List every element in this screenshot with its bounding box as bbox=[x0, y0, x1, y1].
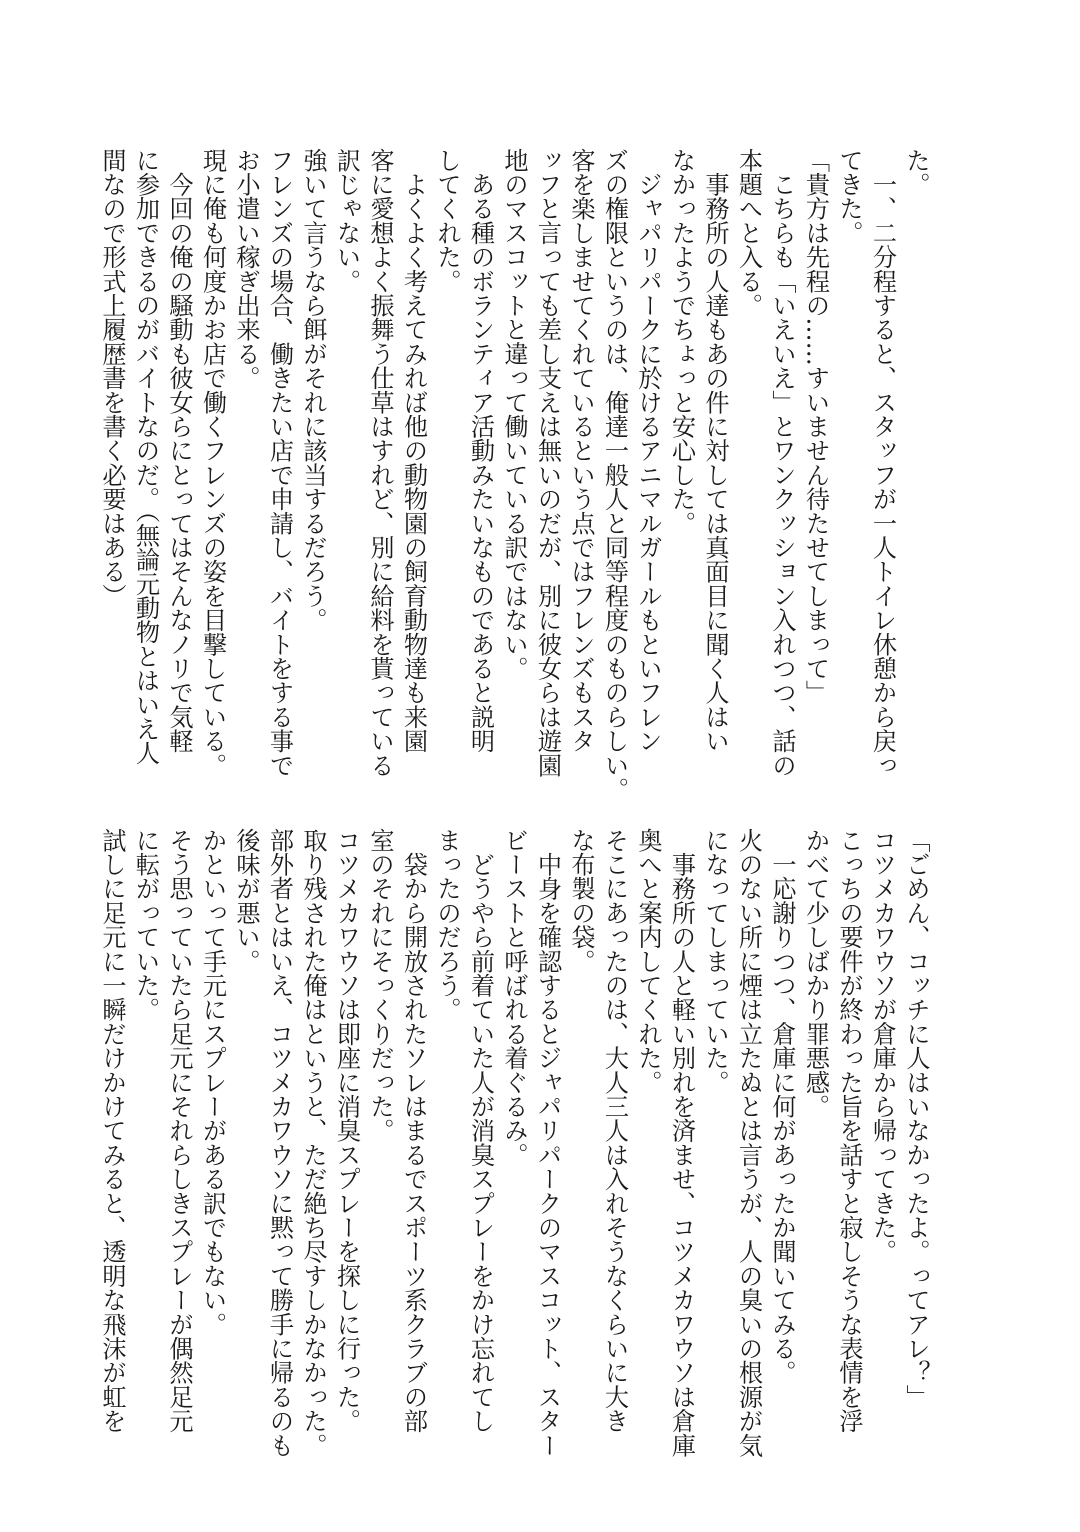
text-line: 「ごめん、コッチに人はいなかったよ。ってアレ？」 bbox=[902, 828, 930, 1409]
text-line: ッフと言っても差し支えは無いのだが、別に彼女らは遊園 bbox=[533, 148, 562, 778]
text-line: 部外者とはいえ、コツメカワウソに黙って勝手に帰るのも bbox=[265, 828, 294, 1458]
text-line: 一応謝りつつ、倉庫に何があったか聞いてみる。 bbox=[768, 828, 796, 1385]
text-line: 中身を確認するとジャパリパークのマスコット、スター bbox=[533, 828, 562, 1458]
text-line: 火のない所に煙は立たぬとは言うが、人の臭いの根源が気 bbox=[734, 828, 763, 1458]
text-line: てきた。 bbox=[835, 148, 863, 245]
text-block-top bbox=[92, 148, 932, 802]
text-line: お小遣い稼ぎ出来る。 bbox=[232, 148, 260, 390]
text-line: 試しに足元に一瞬だけかけてみると、透明な飛沫が虹を bbox=[98, 828, 126, 1433]
text-line: 室のそれにそっくりだった。 bbox=[366, 828, 394, 1143]
text-line: 「貴方は先程の……すいません待たせてしまって」 bbox=[801, 148, 830, 705]
text-line: 事務所の人達もあの件に対しては真面目に聞く人はい bbox=[701, 148, 729, 753]
text-line: コツメカワウソが倉庫から帰ってきた。 bbox=[868, 828, 897, 1264]
text-line: ズの権限というのは、俺達一般人と同等程度のものらしい。 bbox=[600, 148, 629, 802]
text-line: よくよく考えてみれば他の動物園の飼育動物達も来園 bbox=[399, 148, 428, 753]
text-line: ある種のボランティア活動みたいなものであると説明 bbox=[466, 148, 495, 753]
text-line: 奥へと案内してくれた。 bbox=[634, 828, 662, 1095]
text-line: そう思っていたら足元にそれらしきスプレーが偶然足元 bbox=[165, 828, 193, 1433]
text-line: かべて少しばかり罪悪感。 bbox=[801, 828, 830, 1119]
text-line: こちらも「いえいえ」とワンクッション入れつつ、話の bbox=[768, 148, 796, 778]
text-line: 地のマスコットと違って働いている訳ではない。 bbox=[500, 148, 528, 681]
text-block-bottom bbox=[92, 828, 932, 1458]
text-line: 今回の俺の騒動も彼女らにとってはそんなノリで気軽 bbox=[165, 148, 193, 753]
text-line: 本題へと入る。 bbox=[734, 148, 763, 318]
text-line: な布製の袋。 bbox=[567, 828, 595, 974]
text-line: 客に愛想よく振舞う仕草はすれど、別に給料を貰っている bbox=[366, 148, 394, 778]
text-line: フレンズの場合、働きたい店で申請し、バイトをする事で bbox=[265, 148, 294, 778]
text-line: してくれた。 bbox=[433, 148, 461, 294]
text-line: こっちの要件が終わった旨を話すと寂しそうな表情を浮 bbox=[835, 828, 863, 1433]
text-line: 取り残された俺はというと、ただ絶ち尽すしかなかった。 bbox=[299, 828, 327, 1458]
text-line: に転がっていた。 bbox=[131, 828, 160, 1022]
text-line: 事務所の人と軽い別れを済ませ、コツメカワウソは倉庫 bbox=[667, 828, 696, 1458]
text-line: かといって手元にスプレーがある訳でもない。 bbox=[198, 828, 227, 1337]
text-line: 袋から開放されたソレはまるでスポーツ系クラブの部 bbox=[399, 828, 428, 1433]
text-line: た。 bbox=[902, 148, 930, 197]
text-line: に参加できるのがバイトなのだ。（無論元動物とはいえ人 bbox=[131, 148, 160, 766]
text-line: 客を楽しませてくれているという点ではフレンズもスタ bbox=[567, 148, 595, 753]
text-line: 後味が悪い。 bbox=[232, 828, 260, 974]
text-line: 現に俺も何度かお店で働くフレンズの姿を目撃している。 bbox=[198, 148, 227, 778]
text-line: そこにあったのは、大人三人は入れそうなくらいに大き bbox=[600, 828, 629, 1433]
text-line: 強いて言うなら餌がそれに該当するだろう。 bbox=[299, 148, 327, 632]
text-line: どうやら前着ていた人が消臭スプレーをかけ忘れてし bbox=[466, 828, 495, 1433]
text-line: ジャパリパークに於けるアニマルガールもといフレン bbox=[634, 148, 662, 753]
text-line: ビーストと呼ばれる着ぐるみ。 bbox=[500, 828, 528, 1167]
text-line: コツメカワウソは即座に消臭スプレーを探しに行った。 bbox=[332, 828, 361, 1433]
text-line: まったのだろう。 bbox=[433, 828, 461, 1022]
text-line: になってしまっていた。 bbox=[701, 828, 729, 1095]
text-line: 間なので形式上履歴書を書く必要はある） bbox=[98, 148, 126, 608]
text-line: 一、二分程すると、スタッフが一人トイレ休憩から戻っ bbox=[868, 148, 897, 778]
text-line: 訳じゃない。 bbox=[332, 148, 361, 294]
text-line: なかったようでちょっと安心した。 bbox=[667, 148, 696, 536]
